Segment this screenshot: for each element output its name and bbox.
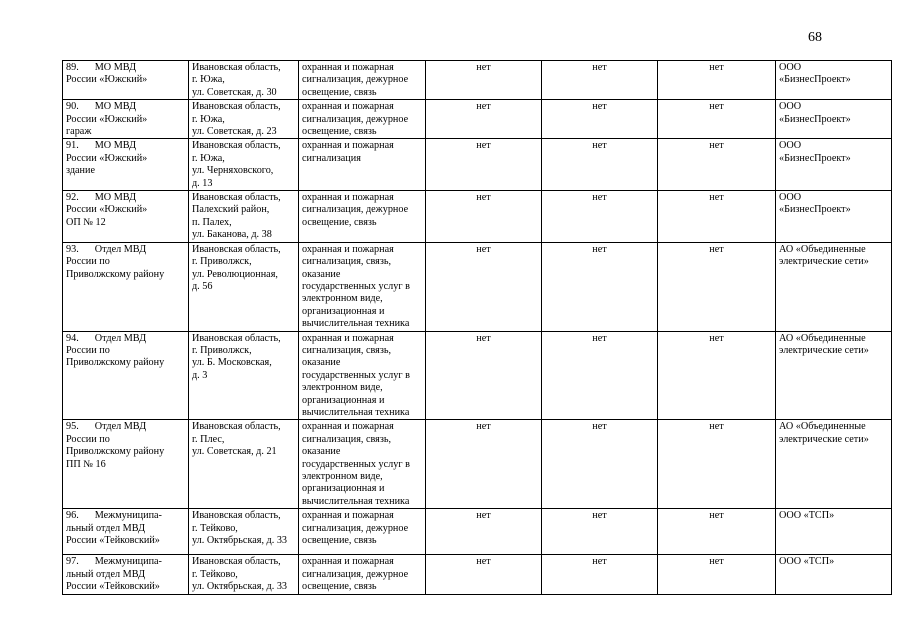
cell-line: АО «Объединенные: [779, 332, 866, 344]
organization-cell: [776, 555, 892, 595]
value-cell-c6: нет: [658, 509, 776, 555]
value-cell-c5: нет: [542, 331, 658, 420]
cell-line: сигнализация, связь,: [302, 433, 392, 445]
cell-line: вычислительная техника: [302, 495, 410, 507]
object-name-line: России «Тейковский»: [66, 581, 160, 593]
address-cell: [189, 61, 299, 100]
cell-line: г. Приволжск,: [192, 344, 252, 356]
object-name-line: России по: [66, 433, 110, 445]
organization-cell: [776, 100, 892, 139]
systems-cell: [299, 331, 426, 420]
cell-line: государственных услуг в: [302, 369, 410, 381]
object-name-line: Отдел МВД: [94, 421, 147, 433]
object-name-line: Приволжскому району: [66, 357, 165, 369]
object-name-line: Межмуниципа-: [94, 556, 162, 568]
object-name-line: льный отдел МВД: [66, 522, 146, 534]
systems-cell: [299, 242, 426, 331]
cell-line: оказание: [302, 446, 341, 458]
object-name-cell: [63, 509, 189, 555]
row-number: 96.: [66, 510, 79, 522]
cell-line: п. Палех,: [192, 216, 232, 228]
row-heading: [66, 192, 185, 204]
cell-line: ул. Черняховского,: [192, 165, 274, 177]
organization-cell: [776, 139, 892, 191]
cell-line: вычислительная техника: [302, 406, 410, 418]
row-number: 94.: [66, 332, 79, 344]
cell-line: электрические сети»: [779, 433, 869, 445]
cell-line: сигнализация, связь,: [302, 344, 392, 356]
value-cell-c4: нет: [426, 331, 542, 420]
cell-line: АО «Объединенные: [779, 421, 866, 433]
cell-line: освещение, связь: [302, 86, 377, 98]
object-name-line: России по: [66, 256, 110, 268]
object-name-line: ОП № 12: [66, 216, 106, 228]
value-cell-c6: нет: [658, 555, 776, 595]
cell-line: освещение, связь: [302, 535, 377, 547]
address-cell: [189, 191, 299, 243]
row-number: 89.: [66, 62, 79, 73]
object-name-cell: [63, 61, 189, 100]
organization-cell: [776, 331, 892, 420]
value-cell-c6: нет: [658, 139, 776, 191]
address-cell: [189, 420, 299, 509]
value-cell-c5: нет: [542, 139, 658, 191]
value-cell-c6: нет: [658, 420, 776, 509]
value-cell-c4: нет: [426, 61, 542, 100]
cell-line: охранная и пожарная: [302, 510, 394, 522]
object-name-cell: [63, 555, 189, 595]
table-row: [63, 420, 892, 509]
organization-cell: [776, 420, 892, 509]
cell-line: организационная и: [302, 483, 385, 495]
cell-line: электрические сети»: [779, 256, 869, 268]
row-heading: [66, 62, 185, 74]
row-heading: [66, 421, 185, 433]
organization-cell: [776, 509, 892, 555]
cell-line: ООО «ТСП»: [779, 510, 835, 522]
value-cell-c5: нет: [542, 420, 658, 509]
address-cell: [189, 331, 299, 420]
table-row: [63, 555, 892, 595]
cell-line: «БизнесПроект»: [779, 152, 851, 164]
object-name-cell: [63, 242, 189, 331]
row-heading: [66, 510, 185, 522]
cell-line: г. Плес,: [192, 433, 225, 445]
systems-cell: [299, 191, 426, 243]
cell-line: Ивановская область,: [192, 556, 281, 568]
object-name-line: МО МВД: [94, 101, 137, 113]
cell-line: ООО: [779, 62, 802, 73]
cell-line: охранная и пожарная: [302, 556, 394, 568]
systems-cell: [299, 420, 426, 509]
cell-line: г. Южа,: [192, 113, 225, 125]
cell-line: охранная и пожарная: [302, 192, 394, 204]
cell-line: д. 3: [192, 369, 208, 381]
cell-line: ул. Советская, д. 21: [192, 446, 277, 458]
cell-line: ул. Октябрьская, д. 33: [192, 535, 288, 547]
cell-line: электронном виде,: [302, 471, 383, 482]
cell-line: АО «Объединенные: [779, 243, 866, 255]
cell-line: Ивановская область,: [192, 62, 281, 73]
cell-line: г. Южа,: [192, 152, 225, 164]
cell-line: сигнализация, дежурное: [302, 568, 409, 580]
cell-line: освещение, связь: [302, 216, 377, 228]
cell-line: оказание: [302, 268, 341, 280]
value-cell-c4: нет: [426, 420, 542, 509]
cell-line: освещение, связь: [302, 581, 377, 593]
object-name-line: России по: [66, 344, 110, 356]
table-row: [63, 331, 892, 420]
cell-line: государственных услуг в: [302, 458, 410, 470]
address-cell: [189, 509, 299, 555]
table-row: [63, 61, 892, 100]
value-cell-c6: нет: [658, 331, 776, 420]
cell-line: «БизнесПроект»: [779, 74, 851, 86]
systems-cell: [299, 555, 426, 595]
object-name-cell: [63, 191, 189, 243]
object-name-line: ПП № 16: [66, 458, 106, 470]
cell-line: ул. Революционная,: [192, 268, 278, 280]
cell-line: охранная и пожарная: [302, 332, 394, 344]
cell-line: охранная и пожарная: [302, 140, 394, 152]
object-name-line: Межмуниципа-: [94, 510, 162, 522]
cell-line: Ивановская область,: [192, 140, 281, 152]
systems-cell: [299, 100, 426, 139]
row-number: 97.: [66, 556, 79, 568]
row-number: 90.: [66, 101, 79, 113]
value-cell-c5: нет: [542, 61, 658, 100]
value-cell-c6: нет: [658, 242, 776, 331]
address-cell: [189, 100, 299, 139]
value-cell-c4: нет: [426, 139, 542, 191]
object-name-cell: [63, 100, 189, 139]
object-name-line: России «Южский»: [66, 113, 148, 125]
value-cell-c4: нет: [426, 191, 542, 243]
object-name-line: России «Южский»: [66, 74, 148, 86]
object-name-line: России «Южский»: [66, 204, 148, 216]
object-name-line: льный отдел МВД: [66, 568, 146, 580]
object-name-line: России «Южский»: [66, 152, 148, 164]
cell-line: ул. Баканова, д. 38: [192, 229, 272, 241]
value-cell-c4: нет: [426, 242, 542, 331]
value-cell-c4: нет: [426, 555, 542, 595]
cell-line: ул. Советская, д. 23: [192, 126, 277, 138]
value-cell-c5: нет: [542, 242, 658, 331]
row-number: 95.: [66, 421, 79, 433]
cell-line: Ивановская область,: [192, 332, 281, 344]
table-row: [63, 100, 892, 139]
cell-line: электрические сети»: [779, 344, 869, 356]
value-cell-c6: нет: [658, 191, 776, 243]
value-cell-c5: нет: [542, 100, 658, 139]
row-heading: [66, 244, 185, 256]
value-cell-c6: нет: [658, 100, 776, 139]
address-cell: [189, 139, 299, 191]
address-cell: [189, 242, 299, 331]
cell-line: д. 56: [192, 280, 213, 292]
row-number: 93.: [66, 243, 79, 255]
row-number: 92.: [66, 192, 79, 204]
table-body: [63, 61, 892, 595]
cell-line: ООО: [779, 101, 802, 113]
cell-line: «БизнесПроект»: [779, 204, 851, 216]
cell-line: организационная и: [302, 394, 385, 406]
cell-line: ООО: [779, 192, 802, 204]
cell-line: сигнализация, дежурное: [302, 204, 409, 216]
cell-line: освещение, связь: [302, 126, 377, 138]
object-name-cell: [63, 420, 189, 509]
row-heading: [66, 101, 185, 113]
organization-cell: [776, 191, 892, 243]
systems-cell: [299, 61, 426, 100]
cell-line: ул. Октябрьская, д. 33: [192, 581, 288, 593]
cell-line: сигнализация, дежурное: [302, 522, 409, 534]
table-row: [63, 509, 892, 555]
cell-line: д. 13: [192, 177, 213, 189]
row-number: 91.: [66, 140, 79, 152]
cell-line: электронном виде,: [302, 382, 383, 394]
cell-line: ООО: [779, 140, 802, 152]
object-name-line: Отдел МВД: [94, 332, 147, 344]
cell-line: Ивановская область,: [192, 243, 281, 255]
value-cell-c4: нет: [426, 100, 542, 139]
cell-line: ООО «ТСП»: [779, 556, 835, 568]
cell-line: охранная и пожарная: [302, 421, 394, 433]
cell-line: охранная и пожарная: [302, 62, 394, 73]
row-heading: [66, 140, 185, 152]
value-cell-c5: нет: [542, 191, 658, 243]
cell-line: государственных услуг в: [302, 280, 410, 292]
cell-line: сигнализация, дежурное: [302, 74, 409, 86]
cell-line: оказание: [302, 357, 341, 369]
systems-cell: [299, 509, 426, 555]
object-name-cell: [63, 139, 189, 191]
object-name-line: Приволжскому району: [66, 268, 165, 280]
cell-line: г. Тейково,: [192, 522, 238, 534]
address-cell: [189, 555, 299, 595]
cell-line: сигнализация: [302, 152, 361, 164]
cell-line: охранная и пожарная: [302, 101, 394, 113]
cell-line: сигнализация, связь,: [302, 256, 392, 268]
row-heading: [66, 556, 185, 568]
object-name-line: Приволжскому району: [66, 446, 165, 458]
cell-line: вычислительная техника: [302, 318, 410, 330]
object-name-line: России «Тейковский»: [66, 535, 160, 547]
cell-line: охранная и пожарная: [302, 243, 394, 255]
object-name-cell: [63, 331, 189, 420]
cell-line: Ивановская область,: [192, 192, 281, 204]
cell-line: Ивановская область,: [192, 421, 281, 433]
cell-line: Палехский район,: [192, 204, 270, 216]
row-heading: [66, 333, 185, 345]
cell-line: ул. Советская, д. 30: [192, 86, 277, 98]
cell-line: г. Тейково,: [192, 568, 238, 580]
table-row: [63, 191, 892, 243]
cell-line: г. Приволжск,: [192, 256, 252, 268]
value-cell-c4: нет: [426, 509, 542, 555]
value-cell-c5: нет: [542, 509, 658, 555]
value-cell-c6: нет: [658, 61, 776, 100]
cell-line: электронном виде,: [302, 293, 383, 305]
cell-line: Ивановская область,: [192, 510, 281, 522]
object-name-line: гараж: [66, 126, 92, 138]
cell-line: сигнализация, дежурное: [302, 113, 409, 125]
organization-cell: [776, 61, 892, 100]
systems-cell: [299, 139, 426, 191]
cell-line: г. Южа,: [192, 74, 225, 86]
object-name-line: МО МВД: [94, 192, 137, 204]
value-cell-c5: нет: [542, 555, 658, 595]
cell-line: организационная и: [302, 305, 385, 317]
page-number: 68: [808, 30, 822, 45]
organization-cell: [776, 242, 892, 331]
table-row: [63, 242, 892, 331]
cell-line: ул. Б. Московская,: [192, 357, 272, 369]
cell-line: «БизнесПроект»: [779, 113, 851, 125]
cell-line: Ивановская область,: [192, 101, 281, 113]
object-name-line: Отдел МВД: [94, 243, 147, 255]
object-name-line: МО МВД: [94, 140, 137, 152]
object-name-line: МО МВД: [94, 62, 137, 73]
table-row: [63, 139, 892, 191]
object-name-line: здание: [66, 165, 95, 177]
objects-table: [62, 60, 892, 595]
